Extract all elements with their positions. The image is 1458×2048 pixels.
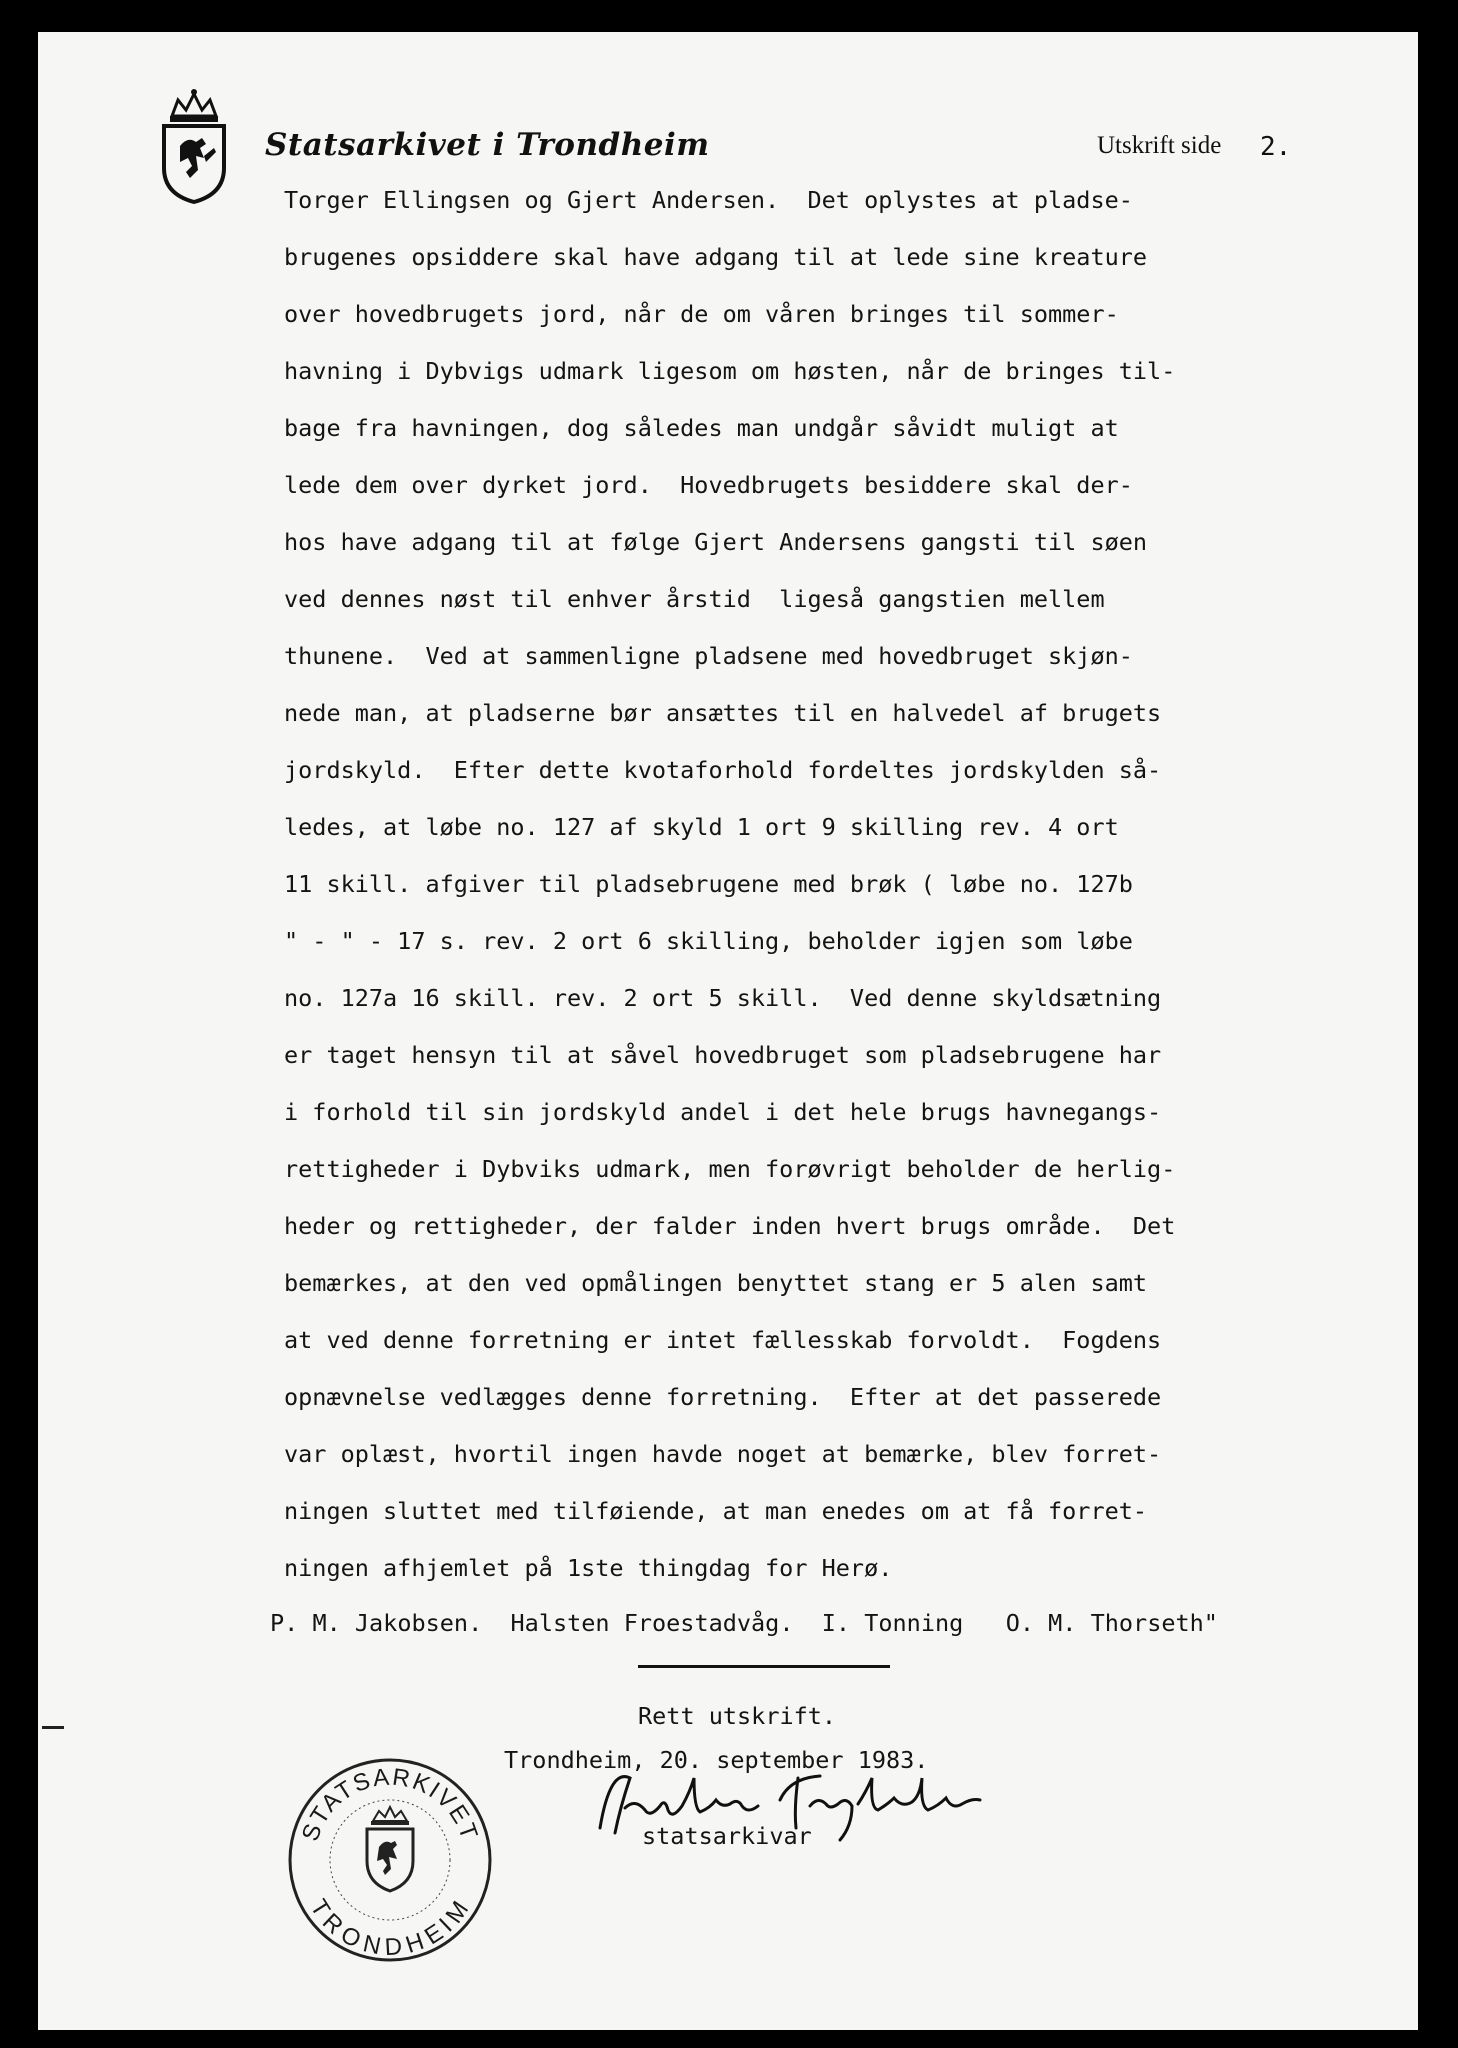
official-stamp	[285, 1755, 495, 1965]
text-line: 11 skill. afgiver til pladsebrugene med brøk ( løbe no. 127b	[284, 870, 1133, 898]
text-line: over hovedbrugets jord, når de om våren bringes til sommer-	[284, 300, 1119, 328]
stamp-bottom-text: TRONDHEIM	[304, 1894, 476, 1962]
text-line: ledes, at løbe no. 127 af skyld 1 ort 9 skilling rev. 4 ort	[284, 813, 1119, 841]
institution-name: Statsarkivet i Trondheim	[265, 127, 710, 163]
handwritten-signature	[590, 1748, 1030, 1848]
certification-text: Rett utskrift.	[638, 1702, 837, 1730]
page-number: 2.	[1260, 132, 1292, 162]
page-label: Utskrift side	[1097, 132, 1222, 159]
text-line: bage fra havningen, dog således man undgår såvidt muligt at	[284, 414, 1119, 442]
text-line: er taget hensyn til at såvel hovedbruget som pladsebrugene har	[284, 1041, 1162, 1069]
text-line: ningen sluttet med tilføiende, at man enedes om at få forret-	[284, 1497, 1148, 1525]
text-line: brugenes opsiddere skal have adgang til at lede sine kreature	[284, 243, 1148, 271]
text-line: jordskyld. Efter dette kvotaforhold fordeltes jordskylden så-	[284, 756, 1162, 784]
text-line: havning i Dybvigs udmark ligesom om høsten, når de bringes til-	[284, 357, 1176, 385]
place-date: Trondheim, 20. september 1983.	[504, 1746, 929, 1774]
text-line: bemærkes, at den ved opmålingen benyttet stang er 5 alen samt	[284, 1269, 1148, 1297]
text-line: var oplæst, hvortil ingen havde noget at bemærke, blev forret-	[284, 1440, 1162, 1468]
margin-mark	[42, 1726, 64, 1729]
text-line: rettigheder i Dybviks udmark, men forøvrigt beholder de herlig-	[284, 1155, 1176, 1183]
text-line: opnævnelse vedlægges denne forretning. Efter at det passerede	[284, 1383, 1162, 1411]
text-line: hos have adgang til at følge Gjert Andersens gangsti til søen	[284, 528, 1148, 556]
text-line: lede dem over dyrket jord. Hovedbrugets besiddere skal der-	[284, 471, 1133, 499]
text-line: nede man, at pladserne bør ansættes til en halvedel af brugets	[284, 699, 1162, 727]
text-line: Torger Ellingsen og Gjert Andersen. Det oplystes at pladse-	[284, 186, 1133, 214]
text-line: at ved denne forretning er intet fællesskab forvoldt. Fogdens	[284, 1326, 1162, 1354]
text-line: " - " - 17 s. rev. 2 ort 6 skilling, beholder igjen som løbe	[284, 927, 1133, 955]
stamp-top-text: STATSARKIVET	[296, 1763, 484, 1845]
text-line: i forhold til sin jordskyld andel i det hele brugs havnegangs-	[284, 1098, 1162, 1126]
text-line: thunene. Ved at sammenligne pladsene med hovedbruget skjøn-	[284, 642, 1133, 670]
text-line: no. 127a 16 skill. rev. 2 ort 5 skill. Ved denne skyldsætning	[284, 984, 1162, 1012]
signatory-title: statsarkivar	[642, 1822, 812, 1850]
text-line: ved dennes nøst til enhver årstid ligeså gangstien mellem	[284, 585, 1105, 613]
divider-rule	[638, 1665, 890, 1668]
signatories-line: P. M. Jakobsen. Halsten Froestadvåg. I. Tonning O. M. Thorseth"	[270, 1609, 1218, 1637]
text-line: heder og rettigheder, der falder inden hvert brugs område. Det	[284, 1212, 1176, 1240]
text-line: ningen afhjemlet på 1ste thingdag for Herø.	[284, 1554, 893, 1582]
